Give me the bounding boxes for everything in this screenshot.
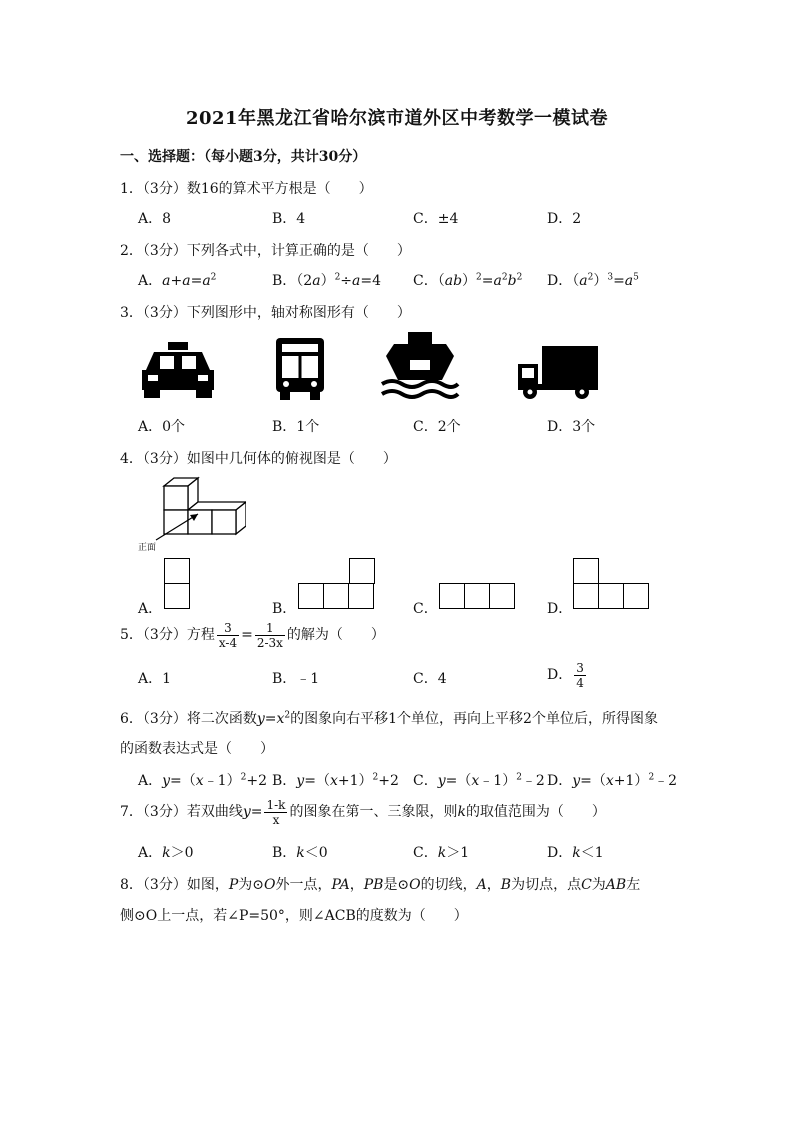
q7-option-c: C．k＞1 <box>413 845 470 861</box>
q6-option-c: C．y=（x﹣1）$^2$﹣2 <box>413 772 545 789</box>
q2-option-c: C．$(ab)^2=a^2b^2$ <box>413 272 523 289</box>
q6-option-b: B．$y=(x+1)^2+2$ <box>272 772 399 789</box>
q4-option-c: C． <box>413 601 438 617</box>
q2-option-d: D．$(a^2)^3=a^5$ <box>547 272 639 289</box>
q3-option-c: C．2个 <box>413 419 461 435</box>
q7-fraction: $\frac{1-k}{x}$ <box>266 797 286 827</box>
q5-option-a: A．1 <box>138 671 172 687</box>
q5-option-d: D． $\frac{3}{4}$ <box>547 660 584 690</box>
q1-option-b: B．4 <box>272 211 306 227</box>
q5-fraction-right: $\frac{1}{2-3x}$ <box>256 620 283 650</box>
question-4-stem: 4．（3分）如图中几何体的俯视图是（ ） <box>120 451 397 467</box>
bus-icon <box>274 336 326 402</box>
question-1-stem: 1．（3分）数16的算术平方根是（ ） <box>120 181 373 197</box>
q4-option-d: D． <box>547 601 573 617</box>
q2-option-a: A．$a+a=a^2$ <box>138 272 217 289</box>
truck-icon <box>516 344 600 400</box>
q6-option-d: D．$y=(x+1)^2﹣2$ <box>547 772 678 789</box>
q3-option-d: D．3个 <box>547 419 596 435</box>
question-6-line1: 6．（3分）将二次函数$y=x^2$的图象向右平移1个单位，再向上平移2个单位后，所得图象 <box>120 710 658 727</box>
q3-option-a: A．0个 <box>138 419 186 435</box>
q7-option-d: D．k＜1 <box>547 845 604 861</box>
question-6-line2: 的函数表达式是（ ） <box>120 741 274 757</box>
question-2-stem: 2．（3分）下列各式中，计算正确的是（ ） <box>120 243 411 259</box>
ship-icon <box>380 330 460 402</box>
q5-option-b: B．﹣1 <box>272 671 320 687</box>
question-7-stem: 7．（3分）若双曲线y= $\frac{1-k}{x}$ 的图象在第一、三象限，则k的取值范围为（ ） <box>120 797 606 827</box>
q1-option-c: C．±4 <box>413 211 459 227</box>
q4-option-d-figure <box>573 558 651 610</box>
q1-option-a: A．8 <box>138 211 172 227</box>
q6-option-a: A．y=（x﹣1）$^2$+2 <box>138 772 267 789</box>
section-heading: 一、选择题：（每小题3分，共计30分） <box>120 149 367 165</box>
front-label: 正面 <box>138 543 157 553</box>
q4-option-c-figure <box>439 583 517 610</box>
q7-option-b: B．k＜0 <box>272 845 328 861</box>
q1-option-d: D．2 <box>547 211 582 227</box>
q4-option-b-figure <box>298 558 376 610</box>
q7-option-a: A．k＞0 <box>138 845 194 861</box>
q4-option-a-figure <box>164 558 190 610</box>
question-5-stem: 5．（3分）方程 $\frac{3}{x-4}$ = $\frac{1}{2-3x}$ 的解为（ ） <box>120 620 385 650</box>
question-3-stem: 3．（3分）下列图形中，轴对称图形有（ ） <box>120 305 411 321</box>
q5-option-c: C．4 <box>413 671 447 687</box>
page-title: 2021年黑龙江省哈尔滨市道外区中考数学一模试卷 <box>185 108 609 129</box>
question-8-line1: 8．（3分）如图，P为⊙O外一点，PA，PB是⊙O的切线，A，B为切点，点C为AB左 <box>120 877 641 893</box>
taxi-icon <box>140 340 216 400</box>
question-8-line2: 侧⊙O上一点，若∠P=50°，则∠ACB的度数为（ ） <box>120 908 468 924</box>
q2-option-b: B．$(2a)^2\div a=4$ <box>272 272 382 289</box>
q5-fraction-left: $\frac{3}{x-4}$ <box>218 620 238 650</box>
q3-option-b: B．1个 <box>272 419 320 435</box>
q4-option-b: B． <box>272 601 297 617</box>
q4-option-a: A． <box>138 601 163 617</box>
